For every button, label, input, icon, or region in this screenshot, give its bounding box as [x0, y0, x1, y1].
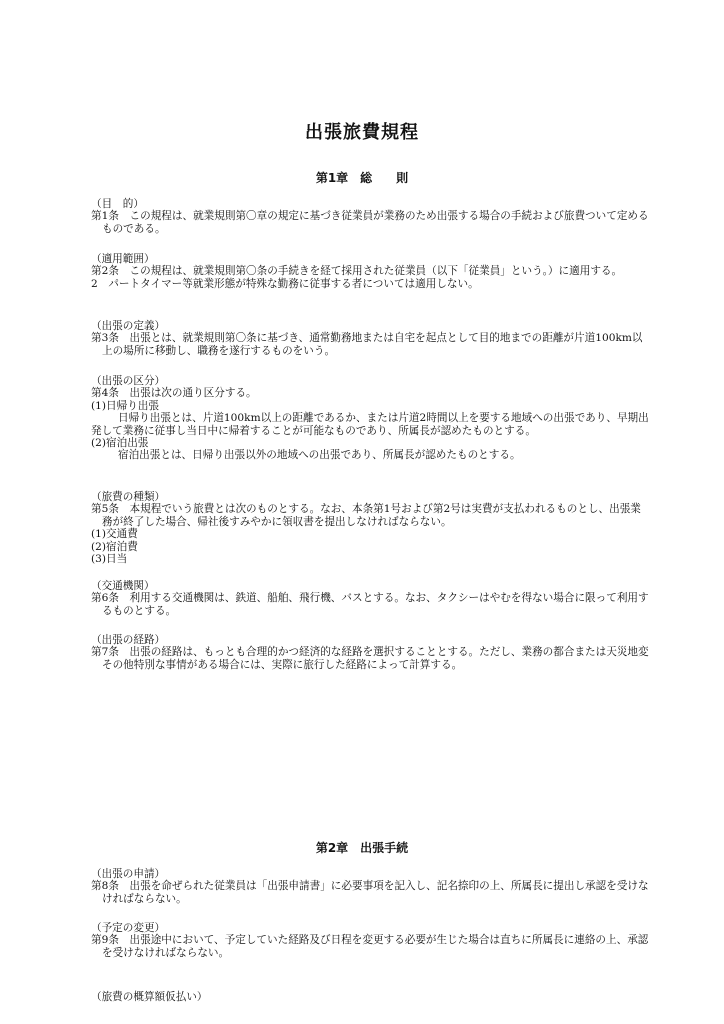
article-text: 第4条 出張は次の通り区分する。 — [91, 387, 257, 400]
document-title: 出張旅費規程 — [305, 122, 419, 143]
list-item: (3)日当 — [91, 553, 128, 566]
article-caption: （出張の区分） — [91, 375, 166, 387]
article-4-block — [91, 375, 651, 462]
article-caption: （出張の定義） — [91, 320, 166, 332]
article-text: 第8条 出張を命ぜられた従業員は「出張申請書」に必要事項を記入し、記名捺印の上、所属長に提出し承認を受けなければならない。 — [91, 880, 649, 905]
article-caption: （出張の申請） — [91, 868, 166, 880]
article-10-block — [91, 991, 651, 1003]
list-item: (1)日帰り出張 — [91, 399, 159, 412]
article-caption: （出張の経路） — [91, 634, 166, 646]
article-text: 第2条 この規程は、就業規則第〇条の手続きを経て採用された従業員（以下「従業員」という。）に適用する。 — [91, 265, 623, 278]
article-text: 第7条 出張の経路は、もっとも合理的かつ経済的な経路を選択することとする。ただし、業務の都合または天災地変その他特別な事情がある場合には、実際に旅行した経路によって計算する。 — [91, 646, 649, 671]
article-caption: （適用範囲） — [91, 253, 155, 265]
article-6-block — [91, 580, 651, 617]
article-text: 第5条 本規程でいう旅費とは次のものとする。なお、本条第1号および第2号は実費が支払われるものとし、出張業務が終了した場合、帰社後すみやかに領収書を提出しなければならない。 — [91, 503, 641, 528]
article-caption: （交通機関） — [91, 580, 155, 592]
list-item: (2)宿泊出張 — [91, 437, 149, 450]
article-text: 第9条 出張途中において、予定していた経路及び日程を変更する必要が生じた場合は直ちに所属長に連絡の上、承認を受けなければならない。 — [91, 934, 649, 959]
article-5-block — [91, 491, 651, 565]
article-9-block — [91, 922, 651, 959]
article-text: 第6条 利用する交通機関は、鉄道、船舶、飛行機、バスとする。なお、タクシーはやむを得ない場合に限って利用するものとする。 — [91, 592, 649, 617]
article-caption: （目 的） — [91, 198, 144, 210]
article-3-block — [91, 320, 651, 357]
article-text: 第3条 出張とは、就業規則第〇条に基づき、通常勤務地または自宅を起点として目的地までの距離が片道100km以上の場所に移動し、職務を遂行するものをいう。 — [91, 332, 643, 357]
article-caption: （旅費の概算額仮払い） — [91, 991, 208, 1003]
article-caption: （旅費の種類） — [91, 491, 166, 503]
list-item: (2)宿泊費 — [91, 540, 138, 553]
chapter-2-heading: 第2章 出張手続 — [315, 841, 409, 855]
article-text: 日帰り出張とは、片道100km以上の距離であるか、または片道2時間以上を要する地域への出張であり、早期出発して業務に従事し当日中に帰着することが可能なものであり、所属長が認めたものとする。 — [91, 412, 649, 437]
article-7-block — [91, 634, 651, 671]
article-2-block — [91, 253, 651, 290]
list-item: (1)交通費 — [91, 528, 138, 541]
article-8-block — [91, 868, 651, 905]
article-1-block — [91, 198, 651, 235]
article-caption: （予定の変更） — [91, 922, 166, 934]
article-text: 第1条 この規程は、就業規則第〇章の規定に基づき従業員が業務のため出張する場合の手続および旅費ついて定めるものである。 — [91, 210, 649, 235]
chapter-1-heading: 第1章 総 則 — [315, 171, 409, 185]
article-text: 2 パートタイマー等就業形態が特殊な勤務に従事する者については適用しない。 — [91, 277, 479, 290]
article-text: 宿泊出張とは、日帰り出張以外の地域への出張であり、所属長が認めたものとする。 — [118, 449, 521, 462]
